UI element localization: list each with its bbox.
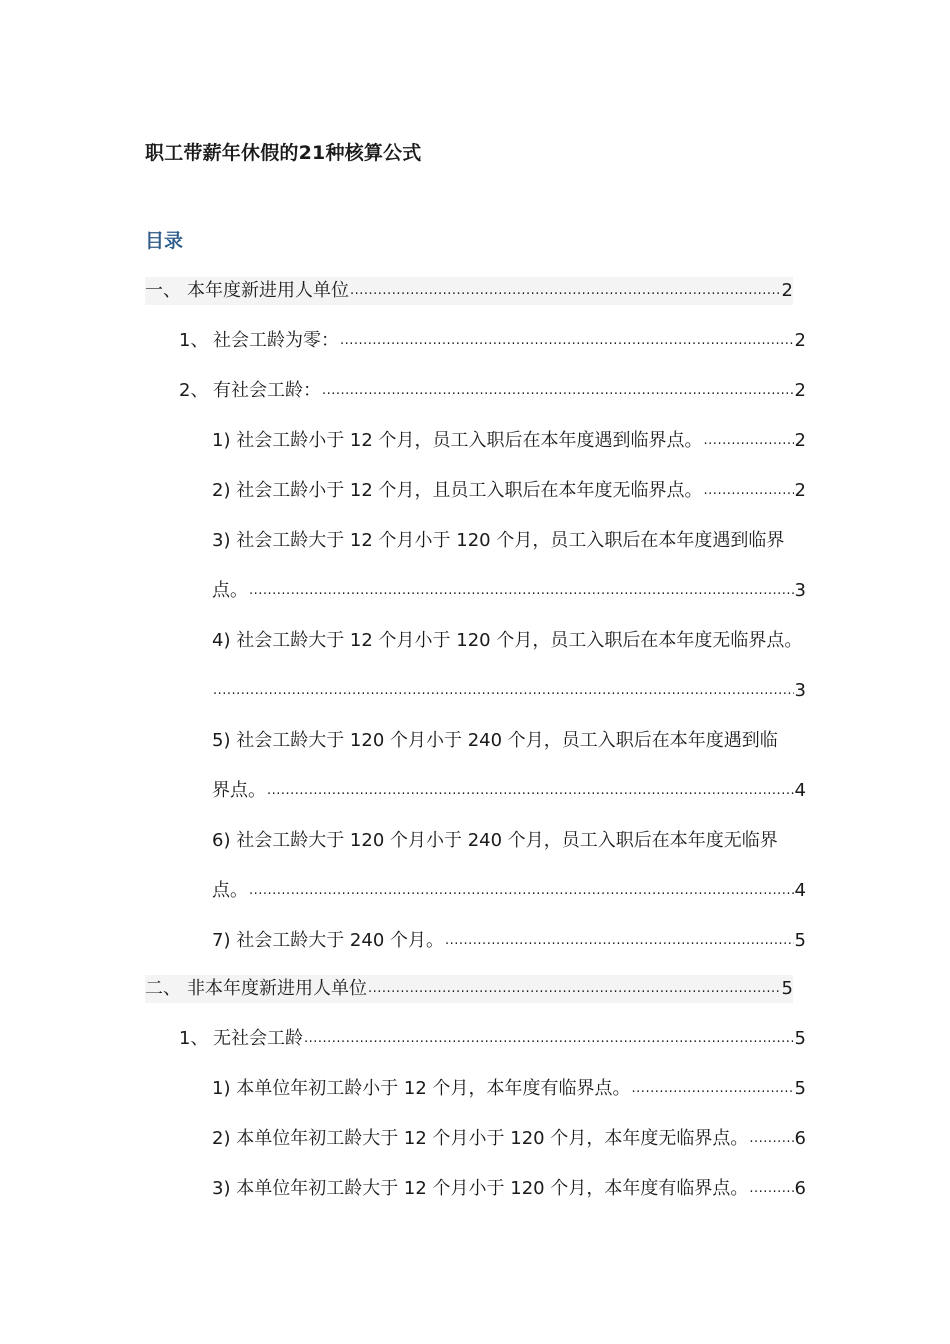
toc-entry-page: 2 — [794, 380, 806, 401]
toc-entry-label: 无社会工龄 — [213, 1028, 303, 1049]
dot-leader — [322, 381, 794, 401]
toc-entry-page: 4 — [794, 780, 806, 801]
toc-heading: 目录 — [145, 230, 184, 252]
toc-entry-page: 2 — [794, 480, 806, 501]
dot-leader — [340, 331, 794, 351]
toc-entry-2-1-3[interactable] — [212, 1175, 806, 1203]
toc-entry-label: 3) 本单位年初工龄大于 12 个月小于 120 个月，本年度有临界点。 — [212, 1178, 749, 1199]
dot-leader — [249, 881, 794, 901]
toc-entry-section-2-1[interactable] — [179, 1025, 806, 1053]
toc-entry-page: 3 — [794, 580, 806, 601]
toc-entry-1-2-4-line1[interactable]: 4) 社会工龄大于 12 个月小于 120 个月，员工入职后在本年度无临界点。 — [212, 630, 803, 651]
toc-entry-section-2[interactable] — [145, 975, 793, 1003]
toc-entry-label: 点。 — [212, 880, 248, 901]
toc-entry-1-2-3-line1[interactable]: 3) 社会工龄大于 12 个月小于 120 个月，员工入职后在本年度遇到临界 — [212, 530, 785, 551]
toc-entry-number: 1、 — [179, 1028, 209, 1049]
toc-entry-label: 1) 社会工龄小于 12 个月，员工入职后在本年度遇到临界点。 — [212, 430, 703, 451]
toc-entry-1-2-7[interactable] — [212, 927, 806, 955]
toc-entry-label: 点。 — [212, 580, 248, 601]
toc-entry-label: 2) 本单位年初工龄大于 12 个月小于 120 个月，本年度无临界点。 — [212, 1128, 749, 1149]
toc-entry-page: 2 — [794, 330, 806, 351]
toc-entry-number: 二、 — [145, 978, 181, 999]
toc-entry-label: 非本年度新进用人单位 — [187, 978, 367, 999]
toc-entry-1-2-5[interactable] — [212, 777, 806, 805]
dot-leader — [213, 681, 794, 701]
toc-entry-section-1-1[interactable] — [179, 327, 806, 355]
toc-entry-page: 6 — [794, 1128, 806, 1149]
dot-leader — [304, 1029, 794, 1049]
dot-leader — [704, 481, 794, 501]
dot-leader — [267, 781, 794, 801]
toc-entry-1-2-5-line1[interactable]: 5) 社会工龄大于 120 个月小于 240 个月，员工入职后在本年度遇到临 — [212, 730, 778, 751]
toc-entry-page: 5 — [794, 930, 806, 951]
dot-leader — [368, 979, 781, 999]
toc-entry-label: 社会工龄为零： — [213, 330, 339, 351]
toc-entry-1-2-6[interactable] — [212, 877, 806, 905]
toc-entry-label: 1) 本单位年初工龄小于 12 个月，本年度有临界点。 — [212, 1078, 631, 1099]
toc-entry-label: 界点。 — [212, 780, 266, 801]
toc-entry-2-1-1[interactable] — [212, 1075, 806, 1103]
toc-entry-1-2-3[interactable] — [212, 577, 806, 605]
toc-entry-1-2-4[interactable] — [212, 677, 806, 705]
toc-entry-page: 5 — [781, 978, 793, 999]
document-title: 职工带薪年休假的21种核算公式 — [145, 142, 422, 164]
toc-entry-page: 5 — [794, 1028, 806, 1049]
toc-entry-label: 2) 社会工龄小于 12 个月，且员工入职后在本年度无临界点。 — [212, 480, 703, 501]
dot-leader — [350, 281, 781, 301]
toc-entry-number: 1、 — [179, 330, 209, 351]
dot-leader — [445, 931, 794, 951]
toc-entry-1-2-6-line1[interactable]: 6) 社会工龄大于 120 个月小于 240 个月，员工入职后在本年度无临界 — [212, 830, 778, 851]
toc-entry-section-1[interactable] — [145, 277, 793, 305]
toc-entry-2-1-2[interactable] — [212, 1125, 806, 1153]
toc-entry-page: 2 — [794, 430, 806, 451]
toc-entry-page: 4 — [794, 880, 806, 901]
dot-leader — [749, 1179, 793, 1199]
toc-entry-number: 一、 — [145, 280, 181, 301]
toc-entry-label: 本年度新进用人单位 — [187, 280, 349, 301]
dot-leader — [704, 431, 794, 451]
toc-entry-page: 2 — [781, 280, 793, 301]
toc-entry-section-1-2[interactable] — [179, 377, 806, 405]
toc-entry-1-2-1[interactable] — [212, 427, 806, 455]
toc-entry-label: 有社会工龄： — [213, 380, 321, 401]
toc-entry-number: 2、 — [179, 380, 209, 401]
toc-entry-1-2-2[interactable] — [212, 477, 806, 505]
toc-entry-page: 5 — [794, 1078, 806, 1099]
toc-entry-page: 6 — [794, 1178, 806, 1199]
dot-leader — [749, 1129, 793, 1149]
toc-entry-label: 7) 社会工龄大于 240 个月。 — [212, 930, 444, 951]
dot-leader — [632, 1079, 794, 1099]
dot-leader — [249, 581, 794, 601]
toc-entry-page: 3 — [794, 680, 806, 701]
